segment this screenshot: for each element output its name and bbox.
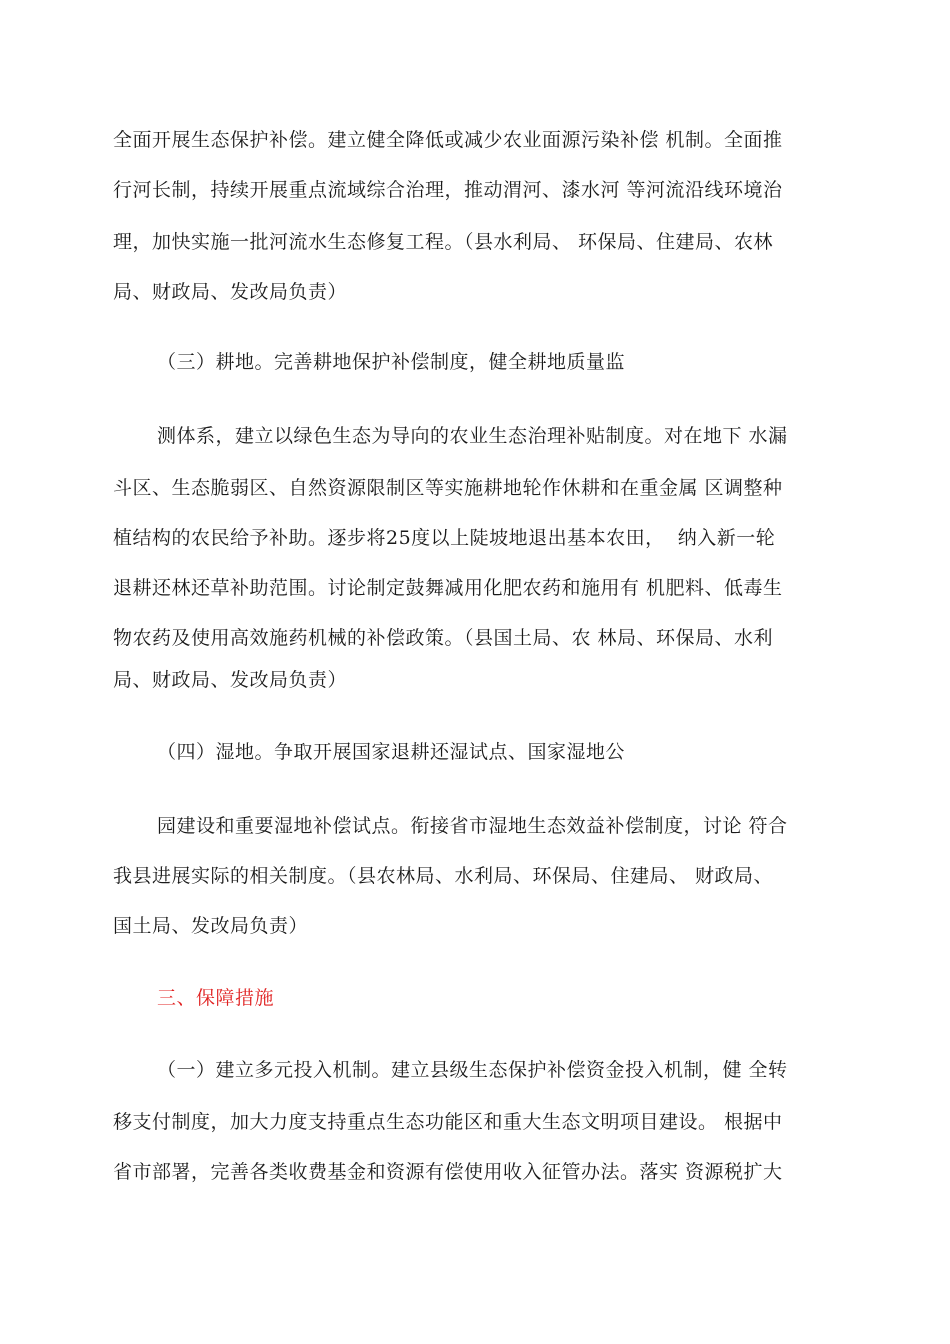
paragraph-3-line-3: 植结构的农民给予补助。逐步将25度以上陡坡地退出基本农田， 纳入新一轮 <box>113 527 776 549</box>
paragraph-7-line-1: （一）建立多元投入机制。建立县级生态保护补偿资金投入机制，健 全转 <box>157 1059 788 1081</box>
paragraph-5-line-3: 国土局、发改局负责） <box>113 915 309 937</box>
paragraph-3-line-6: 局、财政局、发改局负责） <box>113 669 348 691</box>
paragraph-1-line-4: 局、财政局、发改局负责） <box>113 281 348 303</box>
paragraph-5-line-1: 园建设和重要湿地补偿试点。衔接省市湿地生态效益补偿制度，讨论 符合 <box>157 815 788 837</box>
section-3-heading: （三）耕地。完善耕地保护补偿制度，健全耕地质量监 <box>157 351 626 373</box>
paragraph-3-line-2: 斗区、生态脆弱区、自然资源限制区等实施耕地轮作休耕和在重金属 区调整种 <box>113 477 783 499</box>
paragraph-3-line-4: 退耕还林还草补助范围。讨论制定鼓舞减用化肥农药和施用有 机肥料、低毒生 <box>113 577 783 599</box>
paragraph-7-line-3: 省市部署，完善各类收费基金和资源有偿使用收入征管办法。落实 资源税扩大 <box>113 1161 783 1183</box>
section-heading-safeguards: 三、保障措施 <box>157 987 275 1009</box>
paragraph-5-line-2: 我县进展实际的相关制度。（县农林局、水利局、环保局、住建局、 财政局、 <box>113 865 774 887</box>
paragraph-7-line-2: 移支付制度，加大力度支持重点生态功能区和重大生态文明项目建设。 根据中 <box>113 1111 783 1133</box>
paragraph-1-line-1: 全面开展生态保护补偿。建立健全降低或减少农业面源污染补偿 机制。全面推 <box>113 129 783 151</box>
section-4-heading: （四）湿地。争取开展国家退耕还湿试点、国家湿地公 <box>157 741 626 763</box>
paragraph-1-line-2: 行河长制，持续开展重点流域综合治理，推动渭河、漆水河 等河流沿线环境治 <box>113 179 783 201</box>
paragraph-1-line-3: 理，加快实施一批河流水生态修复工程。（县水利局、 环保局、住建局、农林 <box>113 231 774 253</box>
paragraph-3-line-5: 物农药及使用高效施药机械的补偿政策。（县国土局、农 林局、环保局、水利 <box>113 627 774 649</box>
paragraph-3-line-1: 测体系，建立以绿色生态为导向的农业生态治理补贴制度。对在地下 水漏 <box>157 425 788 447</box>
